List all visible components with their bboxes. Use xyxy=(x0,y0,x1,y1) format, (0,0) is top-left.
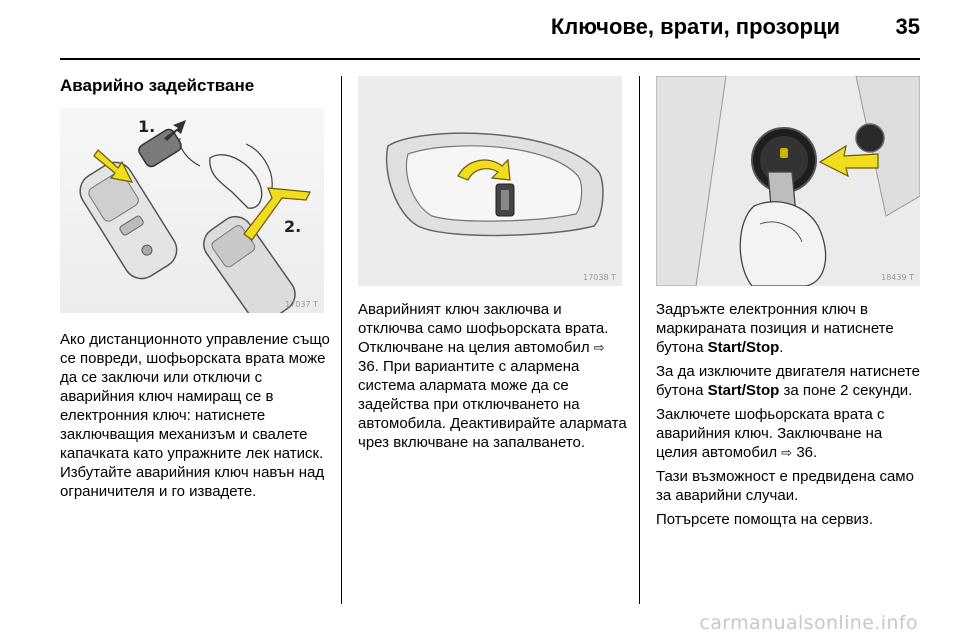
column-divider-right xyxy=(639,76,640,604)
page-header-title: Ключове, врати, прозорци xyxy=(550,14,840,39)
paragraph: Аварийният ключ заключва и отключва само шофьорската врата. Отключване на целия автомобил ⇨ 36. При вариантите с алармена система алармата може да се задейства при отключването на автомобила. Деактивирайте алармата чрез включване на запалването. xyxy=(358,301,627,451)
header-rule xyxy=(60,58,920,60)
figure-number: 17037 T xyxy=(285,300,318,309)
figure-number: 17038 T xyxy=(583,273,616,282)
figure-key-fob xyxy=(60,108,324,313)
key-fob-illustration xyxy=(60,108,324,313)
door-handle-illustration xyxy=(358,76,622,286)
figure-number: 18439 T xyxy=(881,273,914,282)
paragraph: Потърсете помощта на сервиз. xyxy=(656,511,873,528)
paragraph: Ако дистанционното управление също се повреди, шофьорската врата може да се заключи или отключи с аварийния ключ намиращ се в електронния ключ: натиснете заключващия механизъм и свалете капачката като упражните лек натиск. Избутайте аварийния ключ навън над ограничителя и го извадете. xyxy=(60,331,330,500)
figure-ignition xyxy=(656,76,920,286)
paragraph: Заключете шофьорската врата с аварийния ключ. Заключване на целия автомобил ⇨ 36. xyxy=(656,406,885,461)
arrow-reference-icon: ⇨ xyxy=(593,340,605,355)
column-divider-left xyxy=(341,76,342,604)
ignition-illustration xyxy=(656,76,920,286)
page-number: 35 xyxy=(895,14,920,39)
paragraph: За да изключите двигателя натиснете бутона Start/Stop за поне 2 секунди. xyxy=(656,363,920,399)
section-title: Аварийно задействане xyxy=(60,76,255,95)
figure-label-2: 2. xyxy=(284,217,302,236)
figure-door-handle xyxy=(358,76,622,286)
watermark: carmanualsonline.info xyxy=(699,612,918,634)
column-2-text xyxy=(358,300,628,457)
figure-label-1: 1. xyxy=(138,117,156,136)
arrow-reference-icon: ⇨ xyxy=(781,445,793,460)
paragraph: Тази възможност е предвидена само за аварийни случаи. xyxy=(656,468,914,504)
paragraph: Задръжте електронния ключ в маркираната позиция и натиснете бутона Start/Stop. xyxy=(656,301,894,356)
column-3-text xyxy=(656,300,926,534)
column-1-text xyxy=(60,330,332,506)
